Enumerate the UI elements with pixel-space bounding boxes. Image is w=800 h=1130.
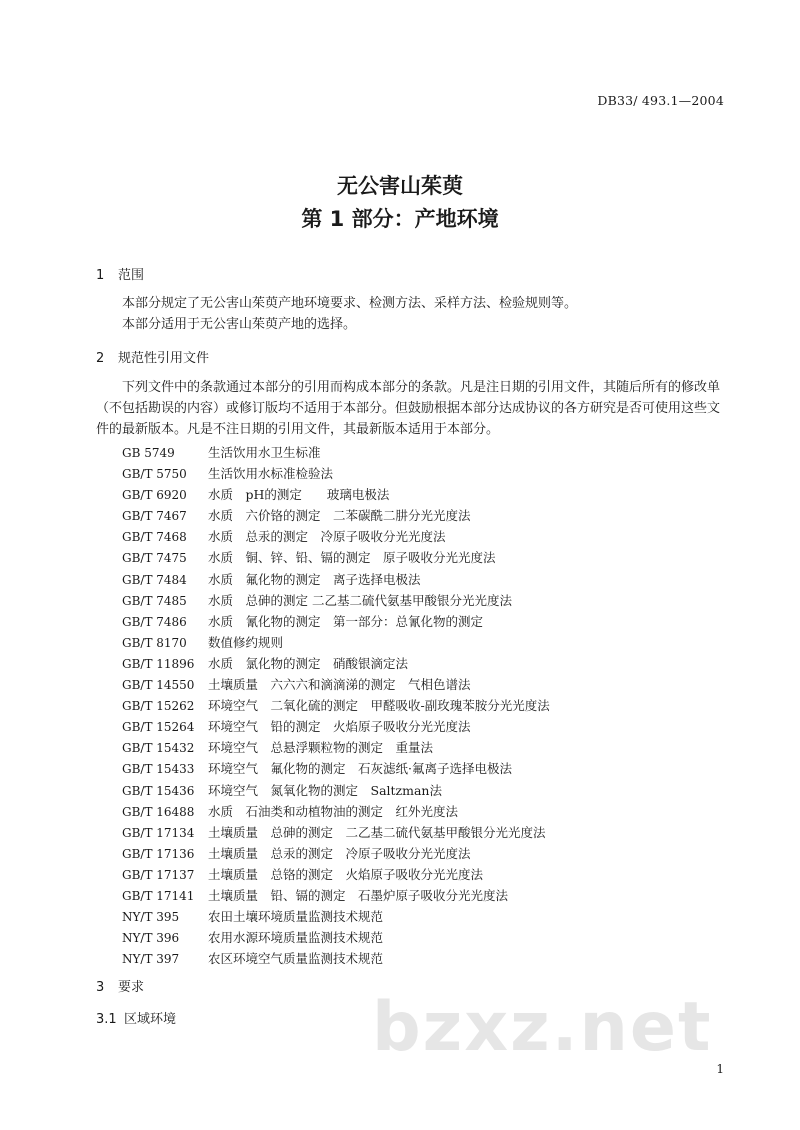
reference-code: NY/T 397 <box>122 952 180 967</box>
section-title: 区域环境 <box>124 1012 177 1027</box>
reference-title: 水质 pH的测定 玻璃电极法 <box>208 487 390 503</box>
reference-item <box>122 463 550 484</box>
reference-item <box>122 484 550 505</box>
section-heading-references <box>96 347 209 366</box>
reference-code: GB/T 6920 <box>122 488 187 503</box>
references-intro-paragraph: 下列文件中的条款通过本部分的引用而构成本部分的条款。凡是注日期的引用文件，其随后所有的修改单（不包括勘误的内容）或修订版均不适用于本部分。但鼓励根据本部分达成协议的各方研究是否可使用这些文件的最新版本。凡是不注日期的引用文件，其最新版本适用于本部分。 <box>96 380 721 437</box>
reference-code: GB/T 15433 <box>122 762 195 777</box>
reference-title: 土壤质量 总砷的测定 二乙基二硫代氨基甲酸银分光光度法 <box>208 824 546 840</box>
section-number: 2 <box>96 351 105 366</box>
reference-title: 农田土壤环境质量监测技术规范 <box>208 909 384 925</box>
reference-list <box>122 442 550 969</box>
reference-item <box>122 526 550 547</box>
section-title: 要求 <box>118 980 145 995</box>
subsection-heading-regional-environment <box>96 1008 176 1027</box>
reference-code: GB/T 5750 <box>122 467 187 482</box>
section-heading-scope <box>96 264 144 283</box>
reference-title: 水质 六价铬的测定 二苯碳酰二肼分光光度法 <box>208 508 471 524</box>
reference-title: 农区环境空气质量监测技术规范 <box>208 951 384 967</box>
reference-title: 土壤质量 六六六和滴滴涕的测定 气相色谱法 <box>208 677 471 693</box>
reference-title: 土壤质量 总汞的测定 冷原子吸收分光光度法 <box>208 845 471 861</box>
reference-title: 水质 氰化物的测定 第一部分：总氰化物的测定 <box>208 613 484 629</box>
watermark: bzxz.net <box>372 988 713 1067</box>
reference-code: GB/T 14550 <box>122 678 195 693</box>
reference-code: GB/T 7475 <box>122 551 187 566</box>
reference-item <box>122 695 550 716</box>
section-number: 3 <box>96 980 105 995</box>
reference-code: GB/T 8170 <box>122 635 187 650</box>
reference-item <box>122 843 550 864</box>
reference-title: 水质 总汞的测定 冷原子吸收分光光度法 <box>208 529 446 545</box>
reference-code: GB 5749 <box>122 446 175 460</box>
reference-title: 水质 铜、锌、铅、镉的测定 原子吸收分光光度法 <box>208 550 496 566</box>
reference-code: GB/T 15436 <box>122 783 195 798</box>
reference-title: 生活饮用水卫生标准 <box>208 445 321 460</box>
section-number: 3.1 <box>96 1012 117 1027</box>
reference-title: 土壤质量 铅、镉的测定 石墨炉原子吸收分光光度法 <box>208 887 509 903</box>
reference-code: GB/T 17137 <box>122 867 195 882</box>
reference-code: GB/T 15264 <box>122 720 195 735</box>
reference-code: GB/T 11896 <box>122 656 195 671</box>
reference-item <box>122 780 550 801</box>
section-number: 1 <box>96 268 105 283</box>
reference-item <box>122 632 550 653</box>
reference-code: GB/T 7486 <box>122 614 187 629</box>
reference-title: 环境空气 氟化物的测定 石灰滤纸·氟离子选择电极法 <box>208 761 512 777</box>
reference-item <box>122 569 550 590</box>
document-title: 无公害山茱萸 <box>337 174 463 198</box>
reference-title: 环境空气 铅的测定 火焰原子吸收分光光度法 <box>208 719 471 735</box>
reference-title: 环境空气 氮氧化物的测定 Saltzman法 <box>208 782 442 798</box>
document-code: DB33/ 493.1—2004 <box>597 93 724 108</box>
reference-item <box>122 758 550 779</box>
reference-title: 水质 总砷的测定 二乙基二硫代氨基甲酸银分光光度法 <box>208 592 512 608</box>
reference-title: 环境空气 二氧化硫的测定 甲醛吸收-副玫瑰苯胺分光光度法 <box>208 698 550 714</box>
reference-title: 生活饮用水标准检验法 <box>208 466 334 482</box>
reference-item <box>122 547 550 568</box>
reference-item <box>122 864 550 885</box>
reference-code: GB/T 7467 <box>122 509 187 524</box>
reference-item <box>122 801 550 822</box>
reference-title: 土壤质量 总铬的测定 火焰原子吸收分光光度法 <box>208 866 484 882</box>
reference-item <box>122 653 550 674</box>
reference-title: 环境空气 总悬浮颗粒物的测定 重量法 <box>208 740 434 756</box>
reference-item <box>122 611 550 632</box>
reference-item <box>122 885 550 906</box>
reference-code: GB/T 7468 <box>122 530 187 545</box>
reference-title: 水质 石油类和动植物油的测定 红外光度法 <box>208 803 459 819</box>
page-number: 1 <box>716 1062 724 1076</box>
section-title: 范围 <box>118 268 145 283</box>
reference-code: GB/T 7484 <box>122 572 187 587</box>
reference-title: 数值修约规则 <box>208 634 284 650</box>
scope-paragraph: 本部分规定了无公害山茱萸产地环境要求、检测方法、采样方法、检验规则等。 <box>122 296 578 311</box>
reference-item <box>122 737 550 758</box>
reference-code: GB/T 15262 <box>122 699 195 714</box>
reference-title: 水质 氟化物的测定 离子选择电极法 <box>208 571 421 587</box>
reference-code: GB/T 17136 <box>122 846 195 861</box>
reference-item <box>122 716 550 737</box>
reference-code: GB/T 16488 <box>122 804 195 819</box>
reference-item <box>122 822 550 843</box>
reference-code: GB/T 15432 <box>122 741 195 756</box>
reference-item <box>122 948 550 969</box>
reference-code: NY/T 396 <box>122 931 180 946</box>
reference-item <box>122 674 550 695</box>
reference-title: 水质 氯化物的测定 硝酸银滴定法 <box>208 655 409 671</box>
reference-item <box>122 927 550 948</box>
reference-item <box>122 590 550 611</box>
reference-title: 农用水源环境质量监测技术规范 <box>208 930 384 946</box>
section-title: 规范性引用文件 <box>118 351 210 366</box>
document-subtitle: 第 1 部分：产地环境 <box>301 207 499 231</box>
reference-item <box>122 505 550 526</box>
reference-code: GB/T 7485 <box>122 593 187 608</box>
reference-item <box>122 442 550 463</box>
reference-code: NY/T 395 <box>122 910 180 925</box>
reference-item <box>122 906 550 927</box>
scope-paragraph: 本部分适用于无公害山茱萸产地的选择。 <box>122 317 357 332</box>
reference-code: GB/T 17134 <box>122 825 195 840</box>
reference-code: GB/T 17141 <box>122 888 195 903</box>
section-heading-requirements <box>96 976 144 995</box>
